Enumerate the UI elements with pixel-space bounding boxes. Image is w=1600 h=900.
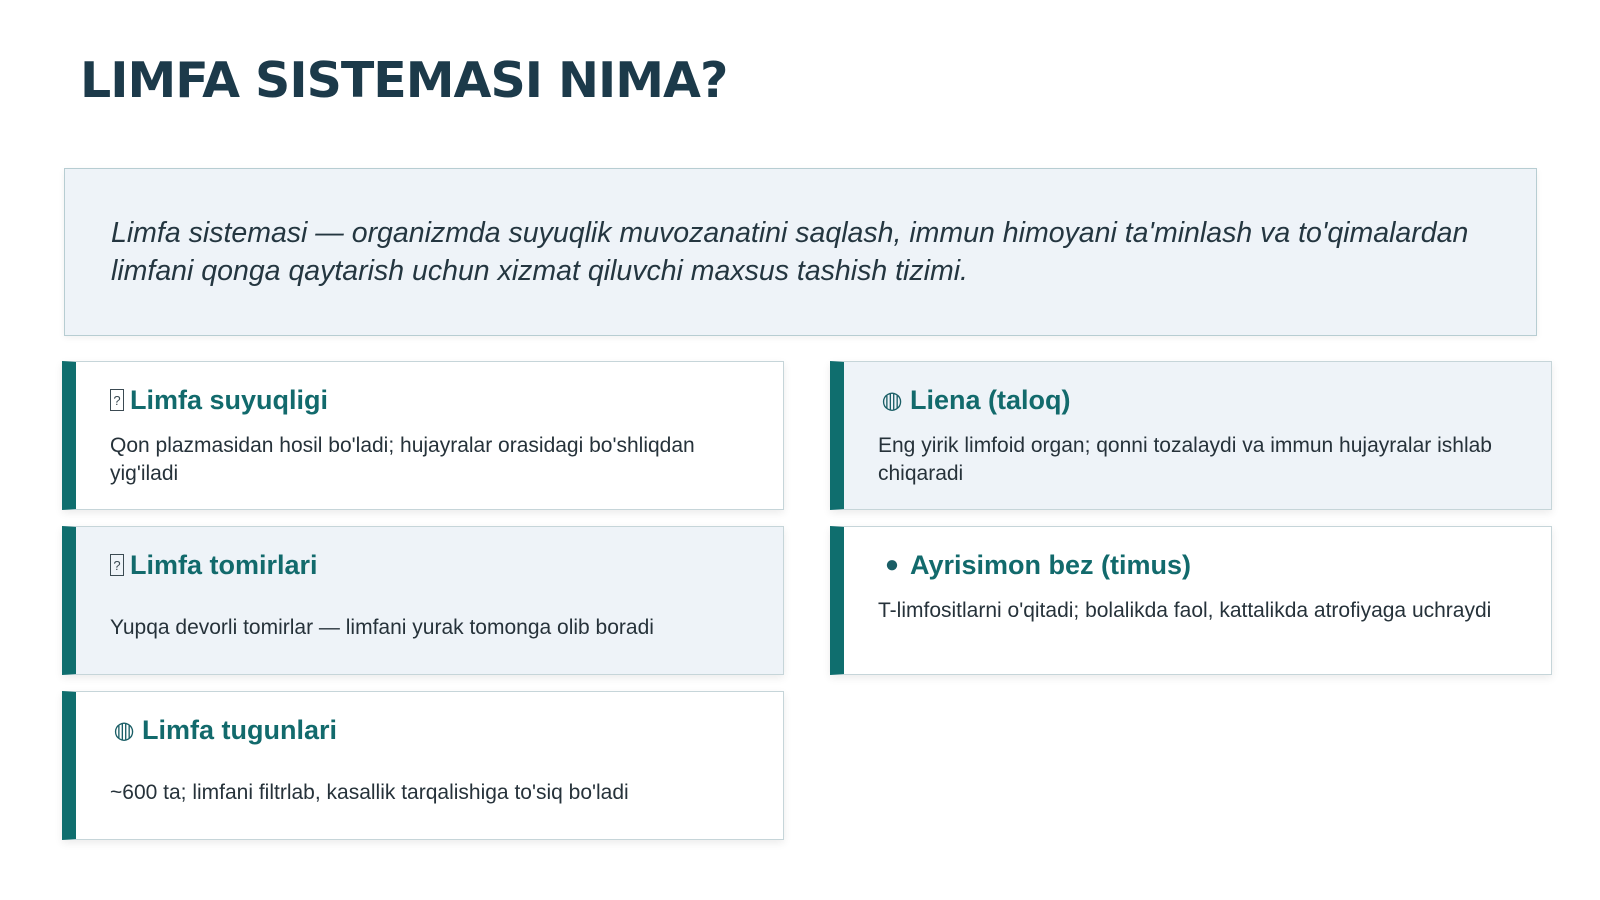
card-title: Limfa suyuqligi — [130, 384, 329, 415]
circle-icon: ◍ — [881, 386, 903, 414]
circle-icon: ● — [884, 551, 900, 578]
intro-box — [64, 168, 1537, 336]
card-description: Eng yirik limfoid organ; qonni tozalaydi va immun hujayralar ishlab chiqaradi — [878, 434, 1492, 485]
card-description: Qon plazmasidan hosil bo'ladi; hujayralar orasidagi bo'shliqdan yig'iladi — [110, 434, 695, 485]
card-title: Limfa tomirlari — [130, 549, 318, 580]
missing-glyph-icon: ? — [110, 554, 124, 576]
card-description: T-limfositlarni o'qitadi; bolalikda faol, kattalikda atrofiyaga uchraydi — [878, 599, 1492, 622]
card-description: Yupqa devorli tomirlar — limfani yurak tomonga olib boradi — [110, 616, 654, 639]
circle-icon: ◍ — [113, 716, 135, 744]
card-lymph-fluid — [62, 361, 784, 510]
card-description: ~600 ta; limfani filtrlab, kasallik tarqalishiga to'siq bo'ladi — [110, 781, 629, 804]
card-spleen — [830, 361, 1552, 510]
card-header — [110, 547, 743, 583]
card-title: Limfa tugunlari — [142, 714, 337, 745]
card-thymus — [830, 526, 1552, 675]
card-header — [110, 382, 743, 418]
page-title: LIMFA SISTEMASI NIMA? — [80, 52, 728, 109]
missing-glyph-icon: ? — [110, 389, 124, 411]
card-header — [878, 547, 1511, 583]
card-title: Ayrisimon bez (timus) — [910, 549, 1192, 580]
card-header — [878, 382, 1511, 418]
card-lymph-nodes — [62, 691, 784, 840]
intro-text: Limfa sistemasi — organizmda suyuqlik muvozanatini saqlash, immun himoyani ta'minlash va to'qimalardan limfani qonga qaytarish uchun xizmat qiluvchi maxsus tashish tizimi. — [111, 217, 1469, 287]
card-header — [110, 712, 743, 748]
card-title: Liena (taloq) — [910, 384, 1071, 415]
card-lymph-vessels — [62, 526, 784, 675]
